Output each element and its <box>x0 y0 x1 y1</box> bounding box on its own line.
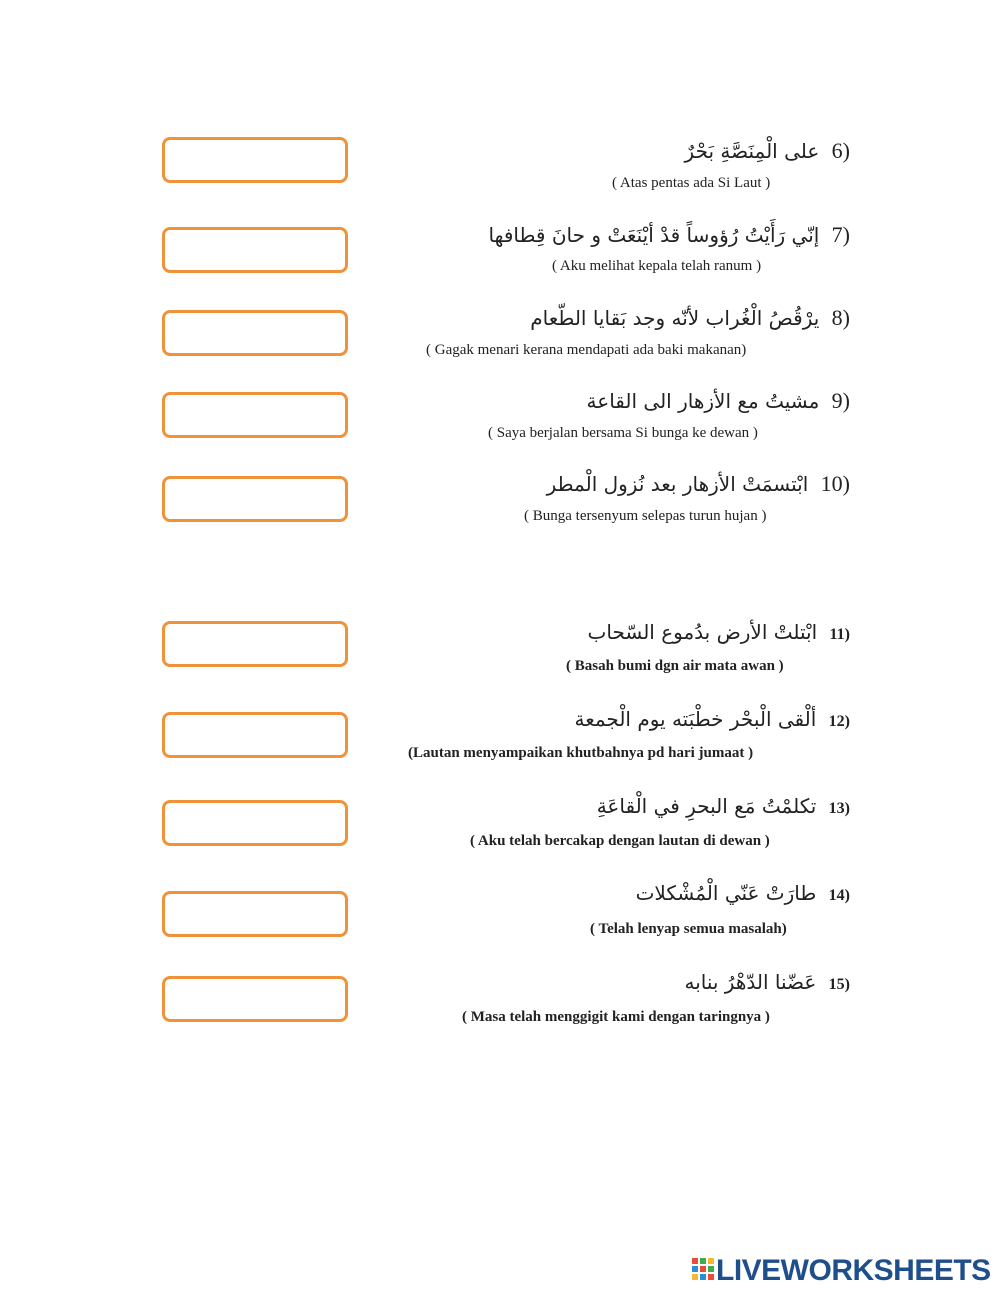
answer-input-11[interactable] <box>162 621 348 667</box>
answer-input-15[interactable] <box>162 976 348 1022</box>
question-number: 9) <box>831 388 850 413</box>
answer-input-10[interactable] <box>162 476 348 522</box>
answer-input-9[interactable] <box>162 392 348 438</box>
arabic-phrase: يرْقُصُ الْغُراب لأنّه وجد بَقايا الطّعام <box>530 306 820 330</box>
arabic-phrase: تكلمْتُ مَع البحرِ في الْقاعَةِ <box>596 794 817 818</box>
arabic-phrase: إنّي رَأَيْتُ رُؤوساً قدْ أيْنَعَتْ و حانَ قِطافها <box>488 223 820 247</box>
question-number: 6) <box>831 138 850 163</box>
liveworksheets-logo-icon <box>692 1258 714 1284</box>
answer-input-6[interactable] <box>162 137 348 183</box>
question-13 <box>597 794 850 818</box>
question-15 <box>684 970 850 994</box>
arabic-phrase: ألْقى الْبحْر خطْبَته يوم الْجمعة <box>574 707 817 731</box>
brand-name: LIVEWORKSHEETS <box>716 1254 991 1287</box>
question-10 <box>547 471 850 497</box>
translation-11: ( Basah bumi dgn air mata awan ) <box>566 658 784 674</box>
answer-input-7[interactable] <box>162 227 348 273</box>
question-12 <box>574 707 850 731</box>
arabic-phrase: ابْتسمَتْ الأزهار بعد نُزول الْمطر <box>546 472 809 496</box>
translation-10: ( Bunga tersenyum selepas turun hujan ) <box>524 508 767 524</box>
question-number: 8) <box>831 305 850 330</box>
translation-6: ( Atas pentas ada Si Laut ) <box>612 175 771 191</box>
question-number: 7) <box>831 222 850 247</box>
question-7 <box>489 222 850 248</box>
question-8 <box>530 305 850 331</box>
answer-input-13[interactable] <box>162 800 348 846</box>
arabic-phrase: ابْتلتْ الأرض بدُموع السّحاب <box>587 620 818 644</box>
translation-14: ( Telah lenyap semua masalah) <box>590 921 787 937</box>
question-number: 15) <box>828 976 850 993</box>
arabic-phrase: طارَتْ عَنّي الْمُشْكلات <box>635 881 817 905</box>
question-number: 12) <box>828 713 850 730</box>
arabic-phrase: على الْمِنَصَّةِ بَحْرٌ <box>684 139 820 163</box>
answer-input-14[interactable] <box>162 891 348 937</box>
arabic-phrase: عَضّنا الدّهْرُ بنابه <box>684 970 817 994</box>
translation-12: (Lautan menyampaikan khutbahnya pd hari jumaat ) <box>408 745 754 761</box>
answer-input-8[interactable] <box>162 310 348 356</box>
question-14 <box>636 881 850 905</box>
question-6 <box>685 138 850 164</box>
question-number: 13) <box>828 800 850 817</box>
translation-15: ( Masa telah menggigit kami dengan taringnya ) <box>462 1009 770 1025</box>
translation-8: ( Gagak menari kerana mendapati ada baki makanan) <box>426 342 747 358</box>
question-9 <box>587 388 850 414</box>
question-11 <box>588 620 850 644</box>
answer-input-12[interactable] <box>162 712 348 758</box>
translation-9: ( Saya berjalan bersama Si bunga ke dewan ) <box>488 425 758 441</box>
question-number: 10) <box>820 471 850 496</box>
translation-13: ( Aku telah bercakap dengan lautan di dewan ) <box>470 833 770 849</box>
liveworksheets-brand <box>692 1254 991 1288</box>
question-number: 11) <box>829 626 850 643</box>
arabic-phrase: مشيتُ مع الأزهار الى القاعة <box>586 389 820 413</box>
question-number: 14) <box>828 887 850 904</box>
translation-7: ( Aku melihat kepala telah ranum ) <box>552 258 762 274</box>
